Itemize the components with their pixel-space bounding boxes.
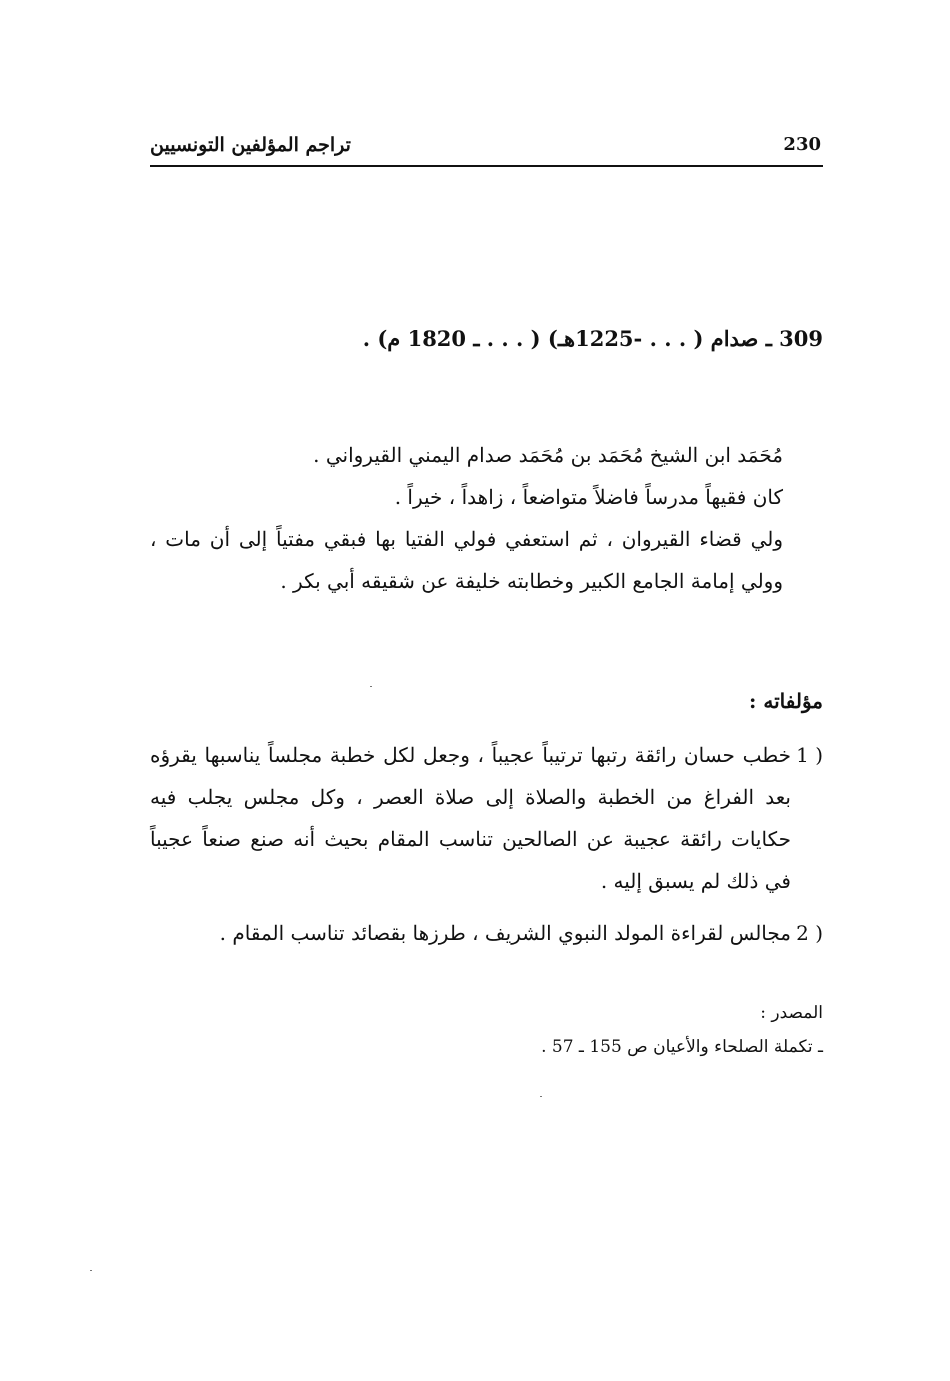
work-item: [150, 912, 823, 954]
entry-title: 309 ـ صدام ( . . . -1225هـ) ( . . . ـ 1820 م) .: [362, 326, 823, 351]
bio-line-description: كان فقيهاً مدرساً فاضلاً متواضعاً ، زاهداً ، خيراً .: [394, 485, 783, 509]
source-reference: ـ تكملة الصلحاء والأعيان ص 155 ـ 57 .: [541, 1037, 823, 1057]
header-rule: [150, 165, 823, 167]
work-text: مجالس لقراءة المولد النبوي الشريف ، طرزها بقصائد تناسب المقام .: [219, 921, 791, 945]
source-section: [150, 996, 823, 1064]
works-heading: مؤلفاته :: [749, 689, 823, 713]
bio-line-name: مُحَمَد ابن الشيخ مُحَمَد بن مُحَمَد صدام اليمني القيرواني .: [313, 443, 783, 467]
scan-speck: [370, 686, 372, 687]
bio-line-career: ولي قضاء القيروان ، ثم استعفي فولي الفتيا بها فبقي مفتياً إلى أن مات ، وولي إمامة الجامع الكبير وخطابته خليفة عن شقيقه أبي بكر .: [150, 527, 783, 593]
work-number: 2 ): [796, 921, 823, 945]
scan-speck: [90, 1270, 92, 1271]
work-item: [150, 734, 823, 902]
work-number: 1 ): [796, 743, 823, 767]
page-header: [150, 134, 823, 168]
source-heading: المصدر :: [760, 1003, 823, 1023]
running-title: تراجم المؤلفين التونسيين: [150, 134, 351, 156]
biography: [150, 434, 823, 602]
works-section: [150, 680, 823, 964]
page-number: 230: [783, 134, 821, 155]
scan-speck: [540, 1096, 542, 1097]
work-text: خطب حسان رائقة رتبها ترتيباً عجيباً ، وجعل لكل خطبة مجلساً يناسبها يقرؤه بعد الفراغ من الخطبة والصلاة إلى صلاة العصر ، وكل مجلس يجلب فيه حكايات رائقة عجيبة عن الصالحين تناسب المقام بحيث أنه صنع صنعاً عجيباً في ذلك لم يسبق إليه .: [150, 743, 791, 893]
